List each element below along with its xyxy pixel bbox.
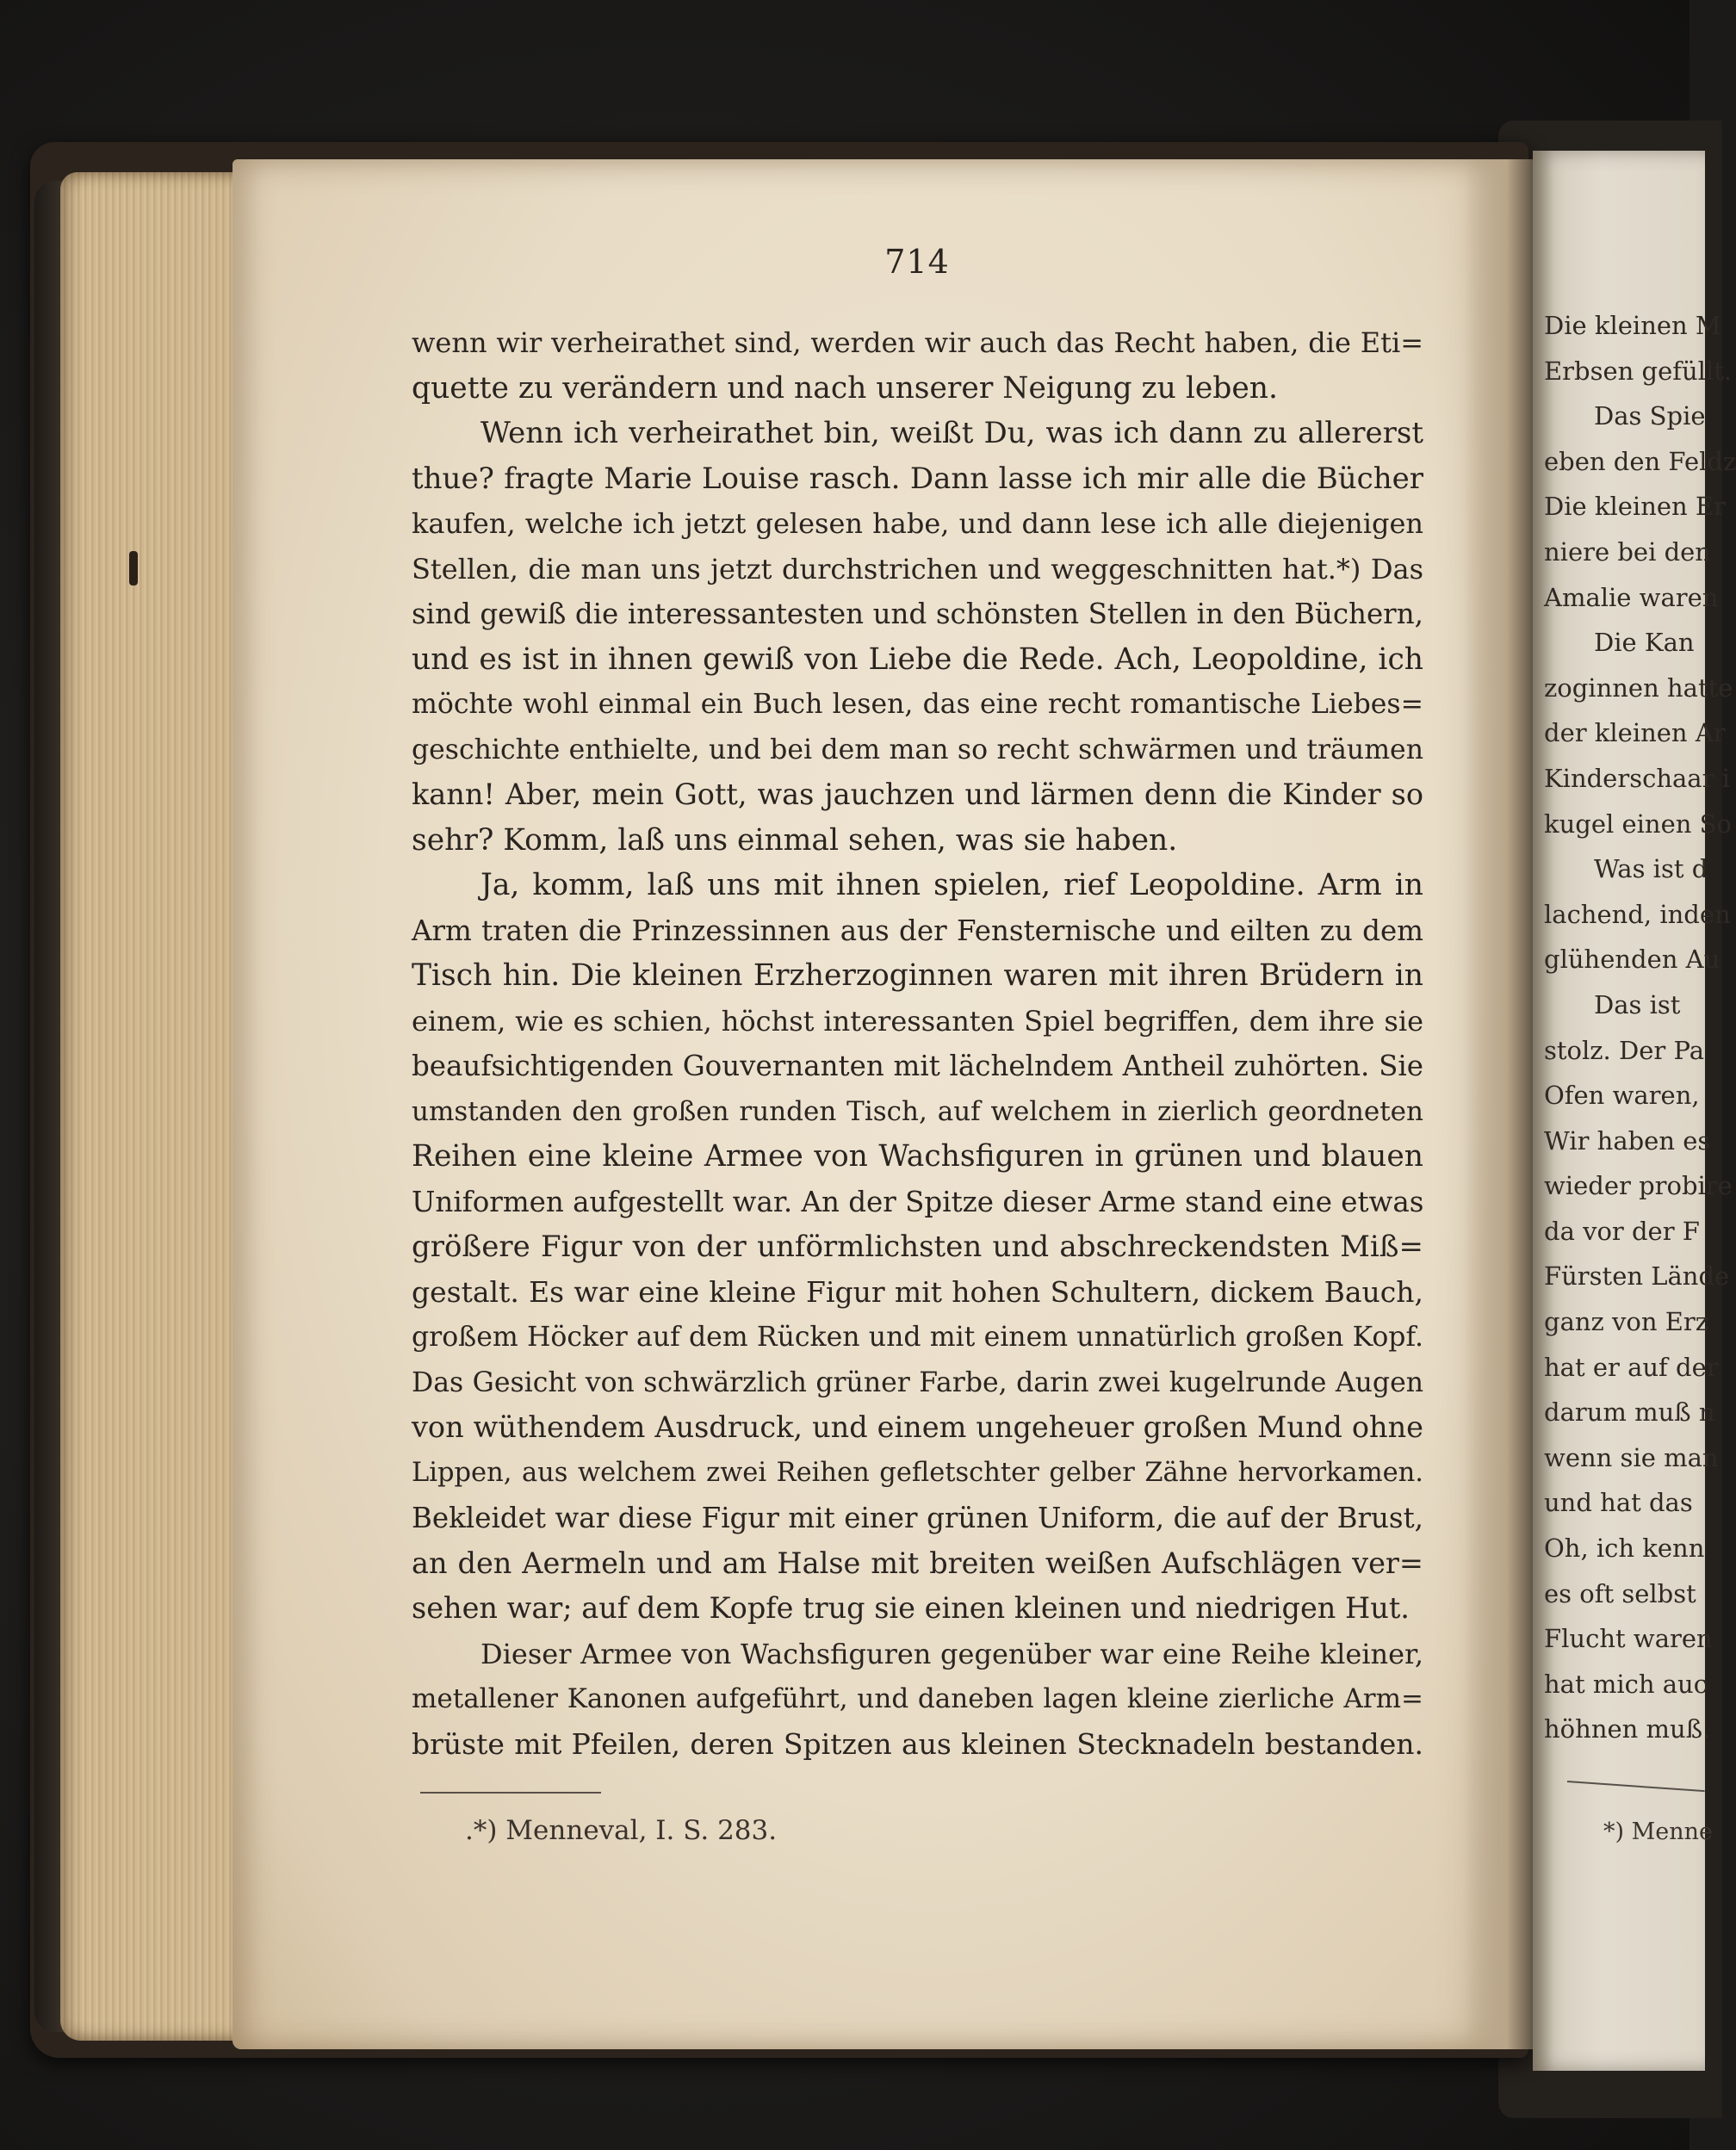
right-page-line: da vor der F bbox=[1544, 1216, 1700, 1246]
right-page-line: zoginnen hatte bbox=[1544, 672, 1733, 703]
right-page-line: Die kleinen Er bbox=[1544, 492, 1726, 522]
text-line: Wenn ich verheirathet bin, weißt Du, was ich dann zu allererst bbox=[480, 416, 1423, 450]
right-page-line: Kinderschaar i bbox=[1544, 763, 1730, 793]
text-line: Stellen, die man uns jetzt durchstrichen und weggeschnitten hat.*) Das bbox=[412, 552, 1423, 586]
right-page-line: Das ist bbox=[1594, 989, 1681, 1019]
text-line: metallener Kanonen aufgeführt, und daneben lagen kleine zierliche Arm= bbox=[412, 1683, 1423, 1714]
text-line: einem, wie es schien, höchst interessanten Spiel begriffen, dem ihre sie bbox=[412, 1004, 1423, 1038]
text-line: quette zu verändern und nach unserer Neigung zu leben. bbox=[412, 370, 1278, 406]
right-page-line: wenn sie man bbox=[1544, 1442, 1719, 1472]
text-line: Das Gesicht von schwärzlich grüner Farbe, darin zwei kugelrunde Augen bbox=[412, 1366, 1423, 1398]
text-line: und es ist in ihnen gewiß von Liebe die Rede. Ach, Leopoldine, ich bbox=[412, 641, 1423, 677]
text-line: möchte wohl einmal ein Buch lesen, das eine recht romantische Liebes= bbox=[412, 689, 1423, 720]
body-text bbox=[412, 320, 1423, 1767]
text-line: Tisch hin. Die kleinen Erzherzoginnen waren mit ihren Brüdern in bbox=[412, 958, 1423, 993]
right-page-line: hat er auf der bbox=[1544, 1352, 1719, 1382]
text-line: Arm traten die Prinzessinnen aus der Fensternische und eilten zu dem bbox=[412, 914, 1423, 947]
page-block-edges bbox=[60, 172, 258, 2041]
text-line: wenn wir verheirathet sind, werden wir auch das Recht haben, die Eti= bbox=[412, 326, 1423, 359]
right-page-line: hat mich auc bbox=[1544, 1669, 1708, 1699]
text-line: sind gewiß die interessantesten und schönsten Stellen in den Büchern, bbox=[412, 598, 1423, 630]
right-page-line: ganz von Erz bbox=[1544, 1307, 1709, 1337]
text-line: Lippen, aus welchem zwei Reihen gefletschter gelber Zähne hervorkamen. bbox=[412, 1457, 1423, 1488]
right-page-line: eben den Feldz bbox=[1544, 446, 1736, 476]
text-line: umstanden den großen runden Tisch, auf welchem in zierlich geordneten bbox=[412, 1095, 1423, 1127]
text-line: Ja, komm, laß uns mit ihnen spielen, rief Leopoldine. Arm in bbox=[480, 868, 1423, 902]
text-line: großem Höcker auf dem Rücken und mit einem unnatürlich großen Kopf. bbox=[412, 1322, 1423, 1353]
right-page-line: höhnen muß. bbox=[1544, 1714, 1711, 1744]
right-page-line: glühenden Au bbox=[1544, 945, 1720, 975]
right-page-line: lachend, inden bbox=[1544, 899, 1731, 929]
page-gutter bbox=[1464, 159, 1541, 2049]
right-page-line: Oh, ich kenn bbox=[1544, 1534, 1705, 1564]
text-line: beaufsichtigenden Gouvernanten mit lächelndem Antheil zuhörten. Sie bbox=[412, 1050, 1423, 1082]
right-page-line: Das Spie bbox=[1594, 401, 1706, 431]
right-page-line: Die kleinen M bbox=[1544, 311, 1721, 340]
right-page-line: und hat das bbox=[1544, 1488, 1693, 1518]
text-line: von wüthendem Ausdruck, und einem ungeheuer großen Mund ohne bbox=[412, 1410, 1423, 1444]
text-line: sehr? Komm, laß uns einmal sehen, was sie haben. bbox=[412, 822, 1178, 858]
right-page-line: Ofen waren, bbox=[1544, 1081, 1700, 1111]
right-page-line: Wir haben es bbox=[1544, 1125, 1711, 1156]
right-page-line: Was ist d bbox=[1594, 854, 1708, 884]
right-page-line: wieder probire bbox=[1544, 1171, 1733, 1201]
right-page-line: Amalie waren bbox=[1544, 582, 1719, 612]
text-line: Dieser Armee von Wachsfiguren gegenüber war eine Reihe kleiner, bbox=[480, 1637, 1423, 1670]
right-page-line: kugel einen So bbox=[1544, 809, 1732, 839]
binding-mark bbox=[129, 551, 138, 586]
footnote: .*) Menneval, I. S. 283. bbox=[465, 1815, 778, 1846]
page-number: 714 bbox=[884, 243, 950, 281]
right-page-line: Die Kan bbox=[1594, 628, 1695, 658]
text-line: kaufen, welche ich jetzt gelesen habe, und dann lese ich alle diejenigen bbox=[412, 507, 1423, 540]
right-page-text bbox=[1544, 303, 1736, 1752]
text-line: größere Figur von der unförmlichsten und abschreckendsten Miß= bbox=[412, 1230, 1423, 1264]
right-page-line: Erbsen gefüllt. bbox=[1544, 356, 1733, 386]
right-page-footnote: *) Menne bbox=[1603, 1819, 1713, 1845]
right-page-line: niere bei den bbox=[1544, 536, 1711, 567]
text-line: Uniformen aufgestellt war. An der Spitze dieser Arme stand eine etwas bbox=[412, 1185, 1424, 1218]
right-page-line: stolz. Der Pa bbox=[1544, 1035, 1704, 1065]
text-line: sehen war; auf dem Kopfe trug sie einen kleinen und niedrigen Hut. bbox=[412, 1591, 1410, 1625]
right-page-line: Fürsten Lände bbox=[1544, 1261, 1730, 1292]
text-line: gestalt. Es war eine kleine Figur mit hohen Schultern, dickem Bauch, bbox=[412, 1274, 1423, 1309]
right-page-line: darum muß n bbox=[1544, 1397, 1715, 1428]
right-page-line: es oft selbst bbox=[1544, 1578, 1696, 1608]
text-line: Bekleidet war diese Figur mit einer grünen Uniform, die auf der Brust, bbox=[412, 1502, 1423, 1534]
text-line: Reihen eine kleine Armee von Wachsfiguren in grünen und blauen bbox=[412, 1139, 1423, 1174]
text-line: thue? fragte Marie Louise rasch. Dann lasse ich mir alle die Bücher bbox=[412, 461, 1423, 496]
footnote-rule bbox=[420, 1792, 601, 1794]
text-line: geschichte enthielte, und bei dem man so recht schwärmen und träumen bbox=[412, 734, 1423, 765]
text-line: an den Aermeln und am Halse mit breiten weißen Aufschlägen ver= bbox=[412, 1546, 1423, 1580]
right-page-line: Flucht waren bbox=[1544, 1624, 1713, 1654]
text-line: kann! Aber, mein Gott, was jauchzen und lärmen denn die Kinder so bbox=[412, 778, 1423, 811]
text-line: brüste mit Pfeilen, deren Spitzen aus kleinen Stecknadeln bestanden. bbox=[412, 1726, 1423, 1761]
right-page-line: der kleinen Ar bbox=[1544, 718, 1726, 748]
